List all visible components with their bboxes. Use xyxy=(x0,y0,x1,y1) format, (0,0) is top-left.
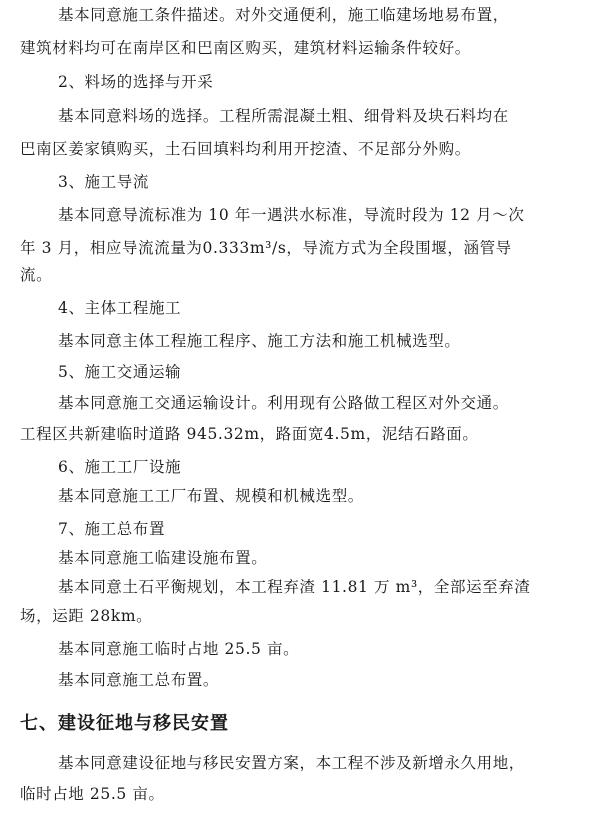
paragraph-line: 年 3 月，相应导流流量为0.333m³/s，导流方式为全段围堰，涵管导 xyxy=(20,239,512,257)
paragraph-line: 基本同意建设征地与移民安置方案，本工程不涉及新增永久用地， xyxy=(58,754,525,772)
paragraph-line: 基本同意土石平衡规划，本工程弃渣 11.81 万 m³，全部运至弃渣 xyxy=(58,578,531,596)
paragraph-line: 基本同意导流标准为 10 年一遇洪水标准，导流时段为 12 月～次 xyxy=(58,206,525,224)
section-heading-5: 5、施工交通运输 xyxy=(58,363,182,381)
paragraph-line: 基本同意施工条件描述。对外交通便利，施工临建场地易布置， xyxy=(58,6,509,24)
paragraph-line: 工程区共新建临时道路 945.32m，路面宽4.5m，泥结石路面。 xyxy=(20,425,479,443)
paragraph-line: 建筑材料均可在南岸区和巴南区购买，建筑材料运输条件较好。 xyxy=(20,39,471,57)
section-heading-3: 3、施工导流 xyxy=(58,173,149,191)
paragraph-line: 流。 xyxy=(20,266,53,284)
section-heading-7: 7、施工总布置 xyxy=(58,520,166,538)
paragraph-line: 基本同意施工临建设施布置。 xyxy=(58,549,268,567)
paragraph-line: 场，运距 28km。 xyxy=(20,607,153,625)
paragraph-line: 基本同意施工交通运输设计。利用现有公路做工程区对外交通。 xyxy=(58,394,509,412)
paragraph-line: 临时占地 25.5 亩。 xyxy=(20,785,165,803)
section-heading-6: 6、施工工厂设施 xyxy=(58,458,182,476)
paragraph-line: 基本同意施工总布置。 xyxy=(58,671,220,689)
paragraph-line: 基本同意料场的选择。工程所需混凝土粗、细骨料及块石料均在 xyxy=(58,107,509,125)
section-heading-2: 2、料场的选择与开采 xyxy=(58,73,214,91)
paragraph-line: 巴南区姜家镇购买，土石回填料均利用开挖渣、不足部分外购。 xyxy=(20,140,471,158)
paragraph-line: 基本同意施工临时占地 25.5 亩。 xyxy=(58,640,300,658)
paragraph-line: 基本同意施工工厂布置、规模和机械选型。 xyxy=(58,487,364,505)
chapter-heading: 七、建设征地与移民安置 xyxy=(20,713,229,734)
paragraph-line: 基本同意主体工程施工程序、施工方法和施工机械选型。 xyxy=(58,332,461,350)
section-heading-4: 4、主体工程施工 xyxy=(58,299,182,317)
